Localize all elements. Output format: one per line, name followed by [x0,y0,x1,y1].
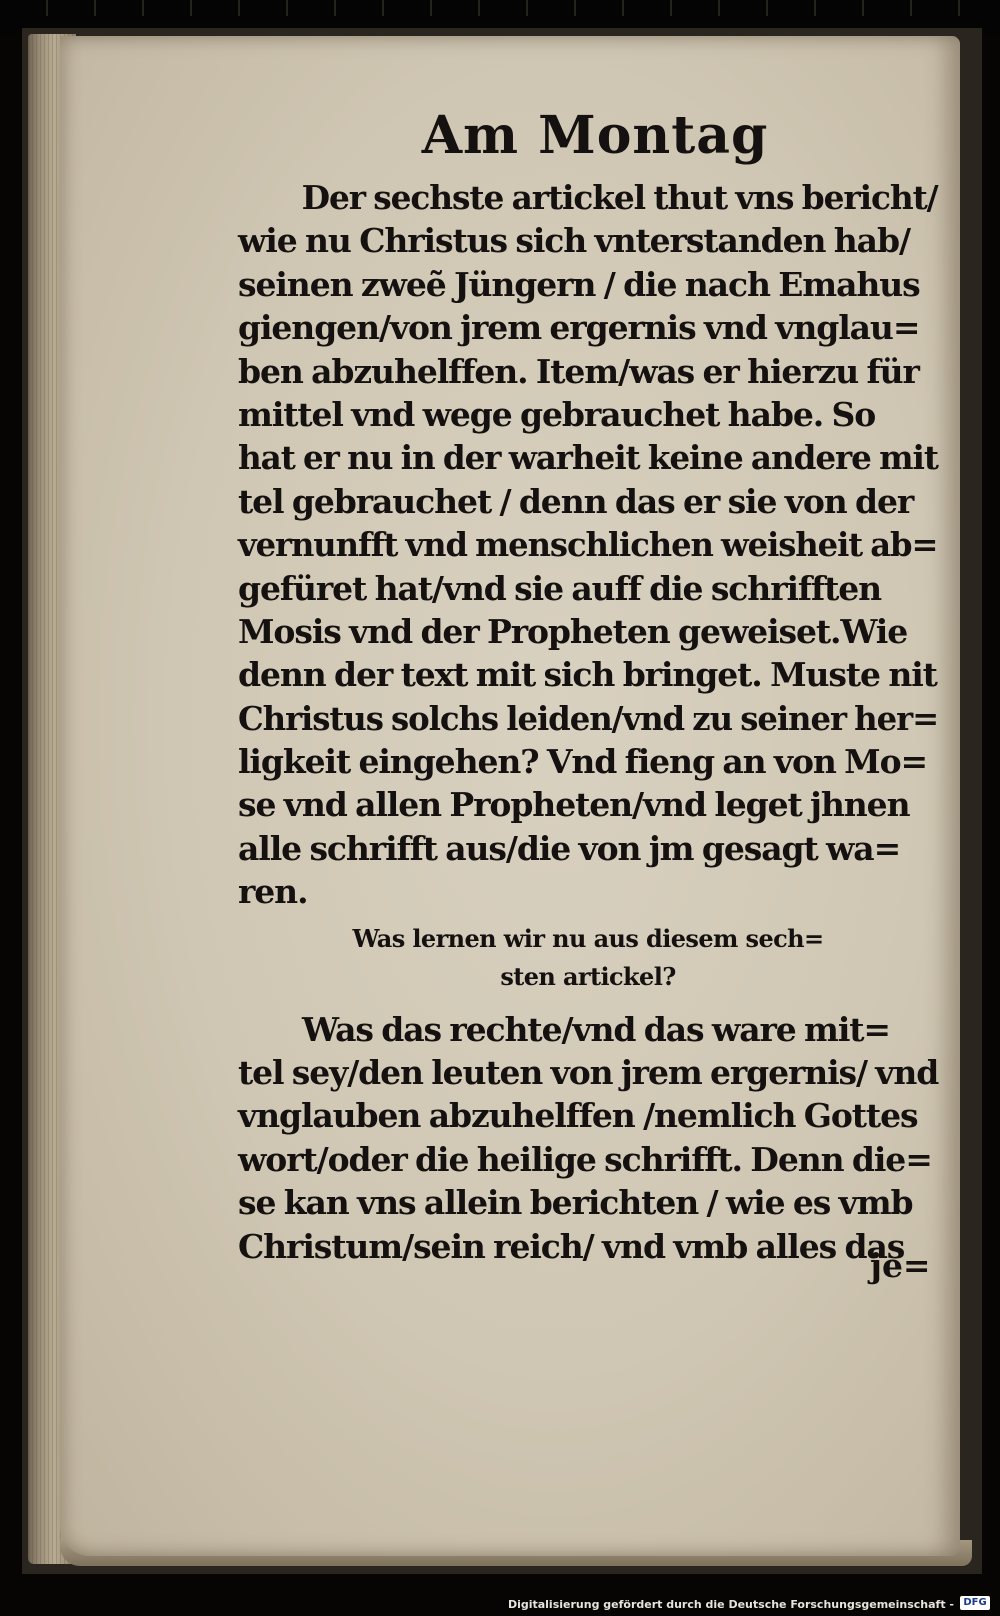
text-line: Christum/sein reich/ vnd vmb alles das [238,1226,905,1266]
text-line: mittel vnd wege gebrauchet habe. So [238,394,876,434]
paragraph-2 [238,1008,938,1268]
text-line: ren. [238,872,308,912]
text-line: vnglauben abzuhelffen /nemlich Gottes [238,1096,918,1136]
text-line: Mosis vnd der Propheten geweiset.Wie [238,611,908,651]
text-line: denn der text mit sich bringet. Muste nit [238,655,937,695]
catchword: je= [870,1246,931,1285]
running-head: Am Montag [421,105,769,166]
question-heading [238,920,938,996]
text-line: seinen zweẽ Jüngern / die nach Emahus [238,264,920,304]
text-line: wort/oder die heilige schrifft. Denn die= [238,1139,932,1179]
paragraph-1 [238,176,938,914]
text-line: Was das rechte/vnd das ware mit= [302,1009,890,1049]
text-line: se vnd allen Propheten/vnd leget jhnen [238,785,910,825]
text-line: ligkeit eingehen? Vnd fieng an von Mo= [238,742,928,782]
text-line: Christus solchs leiden/vnd zu seiner her= [238,698,939,738]
text-line: tel sey/den leuten von jrem ergernis/ vnd [238,1053,939,1093]
text-line: vernunfft vnd menschlichen weisheit ab= [238,525,938,565]
dfg-logo-icon: DFG [960,1596,990,1610]
text-line: wie nu Christus sich vnterstanden hab/ [238,221,910,261]
question-line: Was lernen wir nu aus diesem sech= [352,923,824,953]
text-line: gefüret hat/vnd sie auff die schrifften [238,568,882,608]
digitization-credit: Digitalisierung gefördert durch die Deutsche Forschungsgemeinschaft - [507,1598,954,1611]
text-line: tel gebrauchet / denn das er sie von der [238,481,914,521]
text-line: hat er nu in der warheit keine andere mit [238,438,938,478]
page-text [238,104,938,1268]
text-line: se kan vns allein berichten / wie es vmb [238,1183,913,1223]
question-line: sten artickel? [500,961,676,991]
scale-ruler [0,0,1000,16]
text-line: giengen/von jrem ergernis vnd vnglau= [238,308,920,348]
text-line: ben abzuhelffen. Item/was er hierzu für [238,351,919,391]
text-line: alle schrifft aus/die von jm gesagt wa= [238,828,901,868]
text-line: Der sechste artickel thut vns bericht/ [301,178,938,217]
